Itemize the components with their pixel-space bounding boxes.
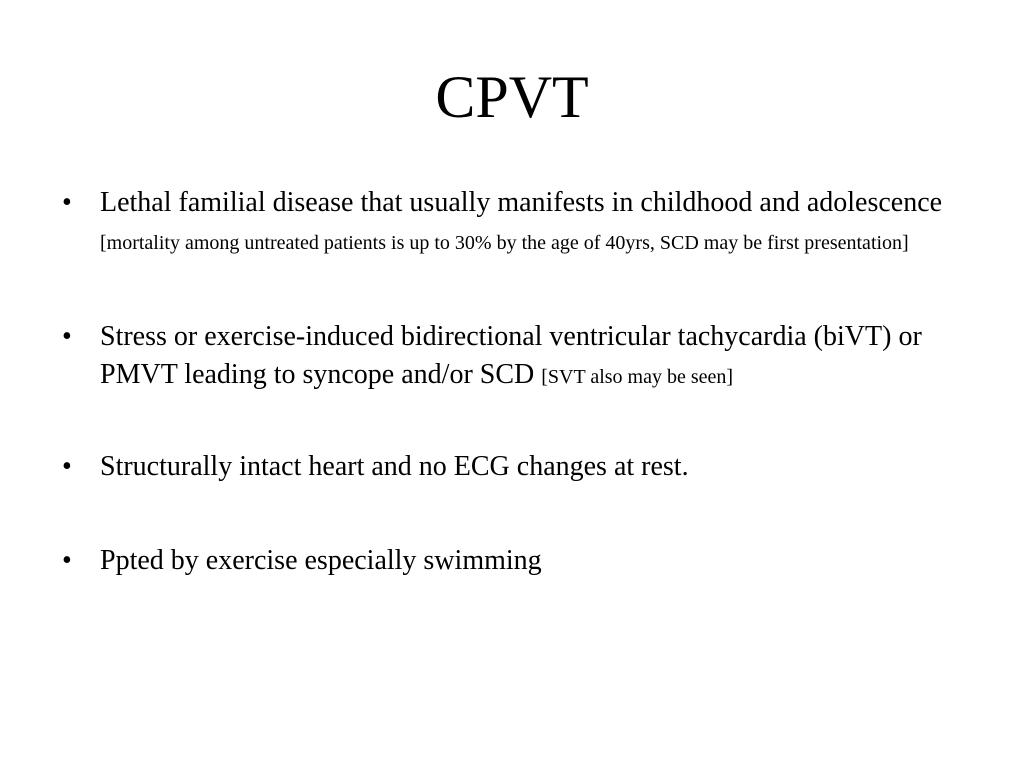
bullet-text: Stress or exercise-induced bidirectional ventricular tachycardia (biVT) or PMVT leading to syncope and/or SCD bbox=[100, 321, 922, 390]
bullet-marker: • bbox=[62, 451, 72, 482]
bullet-text: Ppted by exercise especially swimming bbox=[100, 545, 542, 576]
bullet-item bbox=[62, 318, 962, 394]
bullet-text: Lethal familial disease that usually manifests in childhood and adolescence bbox=[100, 187, 943, 218]
bullet-text: Structurally intact heart and no ECG changes at rest. bbox=[100, 451, 689, 482]
bullet-note: [SVT also may be seen] bbox=[541, 366, 734, 388]
bullet-marker: • bbox=[62, 321, 72, 352]
bullet-marker: • bbox=[62, 187, 72, 218]
bullet-item bbox=[62, 542, 962, 580]
bullet-item bbox=[62, 448, 962, 486]
slide-title: CPVT bbox=[435, 64, 589, 130]
bullet-item bbox=[62, 184, 962, 260]
bullet-marker: • bbox=[62, 545, 72, 576]
bullet-note: [mortality among untreated patients is up to 30% by the age of 40yrs, SCD may be first presentation] bbox=[100, 232, 909, 254]
bullet-list bbox=[62, 184, 962, 580]
